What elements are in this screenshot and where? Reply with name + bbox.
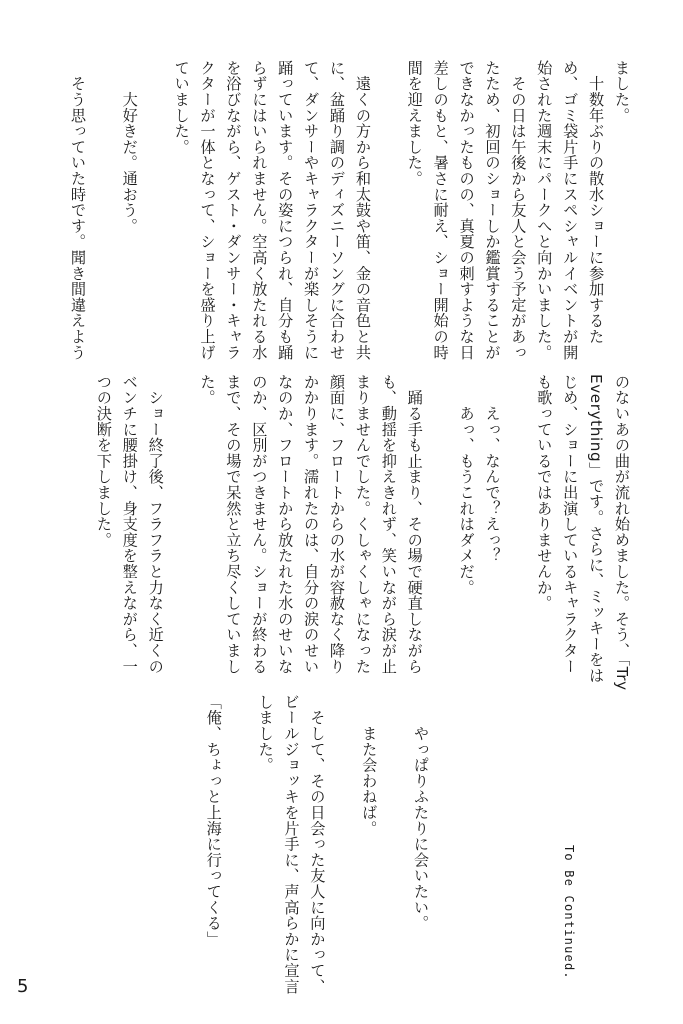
text-block-lower <box>49 374 634 691</box>
text-column: らずにはいられません。空高く放たれる水 <box>250 60 269 361</box>
text-column: また会わねば。 <box>360 694 379 837</box>
text-column: やっぱりふたりに会いたい。 <box>412 694 430 931</box>
text-column: たため、初回のショーしか鑑賞することが <box>483 60 502 361</box>
text-column: 間を迎えました。 <box>405 60 424 187</box>
text-column: ていました。 <box>172 60 191 155</box>
text-column: ショー終了後、フラフラと力なく近くの <box>146 374 165 675</box>
text-column: のか、区別がつきません。ショーが終わる <box>250 374 269 675</box>
to-be-continued: To Be Continued. <box>562 845 576 980</box>
text-column: も歌っているではありませんか。 <box>535 374 554 611</box>
page-number: 5 <box>17 976 29 997</box>
text-column: まりませんでした。くしゃくしゃになった <box>353 374 372 675</box>
text-column: なのか、フロートから放たれた水のせいな <box>276 374 295 675</box>
text-column: まで、その場で呆然と立ち尽くしていまし <box>224 374 243 675</box>
text-column: つの決断を下しました。 <box>94 374 113 548</box>
text-column: あっ、もうこれはダメだ。 <box>457 374 476 596</box>
text-column: を浴びながら、ゲスト・ダンサー・キャラ <box>224 60 243 361</box>
text-column: 十数年ぶりの散水ショーに参加するた <box>587 60 606 345</box>
text-column: 差しのもと、暑さに耐え、ショー開始の時 <box>431 60 450 361</box>
text-column: そう思っていた時です。聞き間違えよう <box>68 60 87 361</box>
text-column: ました。 <box>613 60 631 124</box>
text-column: 顔面に、フロートからの水が容赦なく降り <box>328 374 347 675</box>
text-column: に、盆踊り調のディズニーソングに合わせ <box>328 60 347 361</box>
text-column: た。 <box>198 374 217 406</box>
text-column: ベンチに腰掛け、身支度を整えながら、一 <box>120 374 139 675</box>
text-column: かかります。濡れたのは、自分の涙のせい <box>302 374 321 675</box>
text-column: そして、その日会った友人に向かって、 <box>308 694 327 995</box>
text-column: えっ、なんで？えっ？ <box>483 374 502 564</box>
text-column: 遠くの方から和太鼓や笛、金の音色と共 <box>353 60 372 361</box>
text-column: め、ゴミ袋片手にスペシャルイベントが開 <box>561 60 580 361</box>
text-column: 始された週末にパークへと向かいました。 <box>535 60 554 361</box>
text-column: て、ダンサーやキャラクターが楽しそうに <box>302 60 321 361</box>
text-column: クターが一体となって、ショーを盛り上げ <box>198 60 217 361</box>
text-column: Everything」です。さらに、ミッキーをは <box>587 374 606 684</box>
text-column: 大好きだ。通おう。 <box>120 60 139 234</box>
text-column: も、動揺を抑えきれず、笑いながら涙が止 <box>379 374 398 675</box>
text-column: 「俺、ちょっと上海に行ってくる」 <box>204 694 223 947</box>
text-column: その日は午後から友人と会う予定があっ <box>509 60 528 361</box>
text-column: じめ、ショーに出演しているキャラクター <box>561 374 580 675</box>
text-block-upper <box>49 60 634 361</box>
text-column: 踊っています。その姿につられ、自分も踊 <box>276 60 295 361</box>
text-column: 踊る手も止まり、その場で硬直しながら <box>405 374 424 675</box>
text-column: しました。 <box>256 694 275 773</box>
text-column: のないあの曲が流れ始めました。そう、「Try <box>613 374 631 691</box>
text-column: ビールジョッキを片手に、声高らかに宣言 <box>282 694 301 995</box>
text-column: できなかったものの、真夏の刺すような日 <box>457 60 476 361</box>
text-block-lower-left <box>173 694 433 995</box>
